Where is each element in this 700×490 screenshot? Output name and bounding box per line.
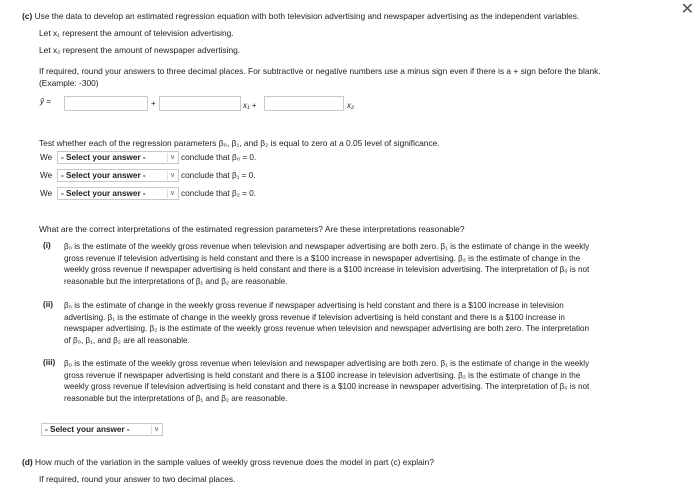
significance-prompt: Test whether each of the regression parameters β₀, β₁, and β₂ is equal to zero at a 0.05 level of significance. — [39, 138, 440, 148]
part-d-label: (d) — [22, 457, 33, 467]
b2-input[interactable] — [264, 96, 344, 111]
select-text: - Select your answer - — [61, 189, 146, 198]
option-ii-number: (ii) — [43, 300, 54, 309]
option-i-number: (i) — [43, 241, 51, 250]
significance-select-b2[interactable] — [57, 187, 179, 200]
option-line: β₀ is the estimate of the weekly gross revenue when television and newspaper advertising are both zero. β₁ is the estimate of change in the weekly — [64, 359, 590, 368]
part-c-text: Use the data to develop an estimated regression equation with both television advertising and newspaper advertising as the independent variables. — [34, 11, 580, 21]
b1-input[interactable] — [159, 96, 241, 111]
option-line: weekly gross revenue if television advertising is held constant and there is a $100 increase in newspaper advertising. The interpretation of β₀ is not — [64, 382, 590, 392]
part-c-label: (c) — [22, 11, 33, 21]
round-note: If required, round your answers to three decimal places. For subtractive or negative numbers use a minus sign even if there is a + sign before the blank. — [39, 66, 601, 76]
conclusion-b1: conclude that β₁ = 0. — [181, 171, 256, 180]
option-line: gross revenue if television advertising is held constant and there is a $100 increase in newspaper advertising. β₂ is the estimate of change in the — [64, 253, 581, 263]
conclusion-b0: conclude that β₀ = 0. — [181, 153, 257, 162]
plus-sign: + — [151, 99, 156, 108]
chevron-down-icon: ∨ — [167, 171, 177, 180]
we-label-1: We — [40, 171, 53, 180]
we-label-0: We — [40, 153, 53, 162]
part-d-text: How much of the variation in the sample values of weekly gross revenue does the model in part (c) explain? — [35, 457, 434, 467]
x2-term: x₂ — [347, 101, 355, 110]
conclusion-b2: conclude that β₂ = 0. — [181, 189, 257, 198]
option-line: of β₀, β₁, and β₂ are all reasonable. — [64, 335, 190, 345]
example-note: (Example: -300) — [39, 78, 99, 88]
option-line: β₀ is the estimate of the weekly gross revenue when television and newspaper advertising are both zero. β₁ is the estimate of change in the weekly — [64, 242, 590, 251]
interpretation-prompt: What are the correct interpretations of the estimated regression parameters? Are these interpretations reasonable? — [39, 224, 465, 234]
option-line: gross revenue if newspaper advertising is held constant and there is a $100 increase in television advertising. β₂ is the estimate of change in the — [64, 370, 581, 380]
option-line: β₀ is the estimate of change in the weekly gross revenue if newspaper advertising is held constant and there is a $100 increase in television — [64, 301, 564, 310]
option-ii-text — [64, 300, 684, 346]
option-iii-text — [64, 358, 684, 404]
option-line: advertising. β₁ is the estimate of change in the weekly gross revenue if television advertising is held constant and there is a $100 increase in — [64, 312, 565, 322]
option-line: reasonable but the interpretations of β₁ and β₂ are reasonable. — [64, 393, 288, 403]
part-d-round-note: If required, round your answer to two decimal places. — [39, 474, 236, 484]
let-x2-text: Let x₂ represent the amount of newspaper advertising. — [39, 45, 241, 55]
option-iii-number: (iii) — [43, 358, 56, 367]
chevron-down-icon: ∨ — [167, 189, 177, 198]
select-text: - Select your answer - — [61, 171, 146, 180]
significance-select-b0[interactable] — [57, 151, 179, 164]
part-d-prompt — [22, 457, 434, 469]
select-text: - Select your answer - — [61, 153, 146, 162]
select-text: - Select your answer - — [45, 425, 130, 434]
let-x1-text: Let x₁ represent the amount of television advertising. — [39, 28, 234, 38]
x1-term: x₁ + — [243, 101, 257, 110]
part-c-prompt — [22, 11, 682, 23]
significance-select-b1[interactable] — [57, 169, 179, 182]
interpretation-select[interactable] — [41, 423, 163, 436]
b0-input[interactable] — [64, 96, 148, 111]
chevron-down-icon: ∨ — [151, 425, 161, 434]
option-line: weekly gross revenue if newspaper advertising is held constant and there is a $100 increase in television advertising. The interpretation of β₀ is not — [64, 265, 590, 275]
option-line: newspaper advertising. β₂ is the estimate of the weekly gross revenue when television and newspaper advertising are both zero. The interpretation — [64, 324, 590, 334]
option-line: reasonable but the interpretations of β₁ and β₂ are reasonable. — [64, 276, 288, 286]
close-icon[interactable]: ✕ — [680, 1, 694, 18]
yhat-label: ŷ = — [40, 97, 51, 106]
we-label-2: We — [40, 189, 53, 198]
chevron-down-icon: ∨ — [167, 153, 177, 162]
option-i-text — [64, 241, 684, 287]
